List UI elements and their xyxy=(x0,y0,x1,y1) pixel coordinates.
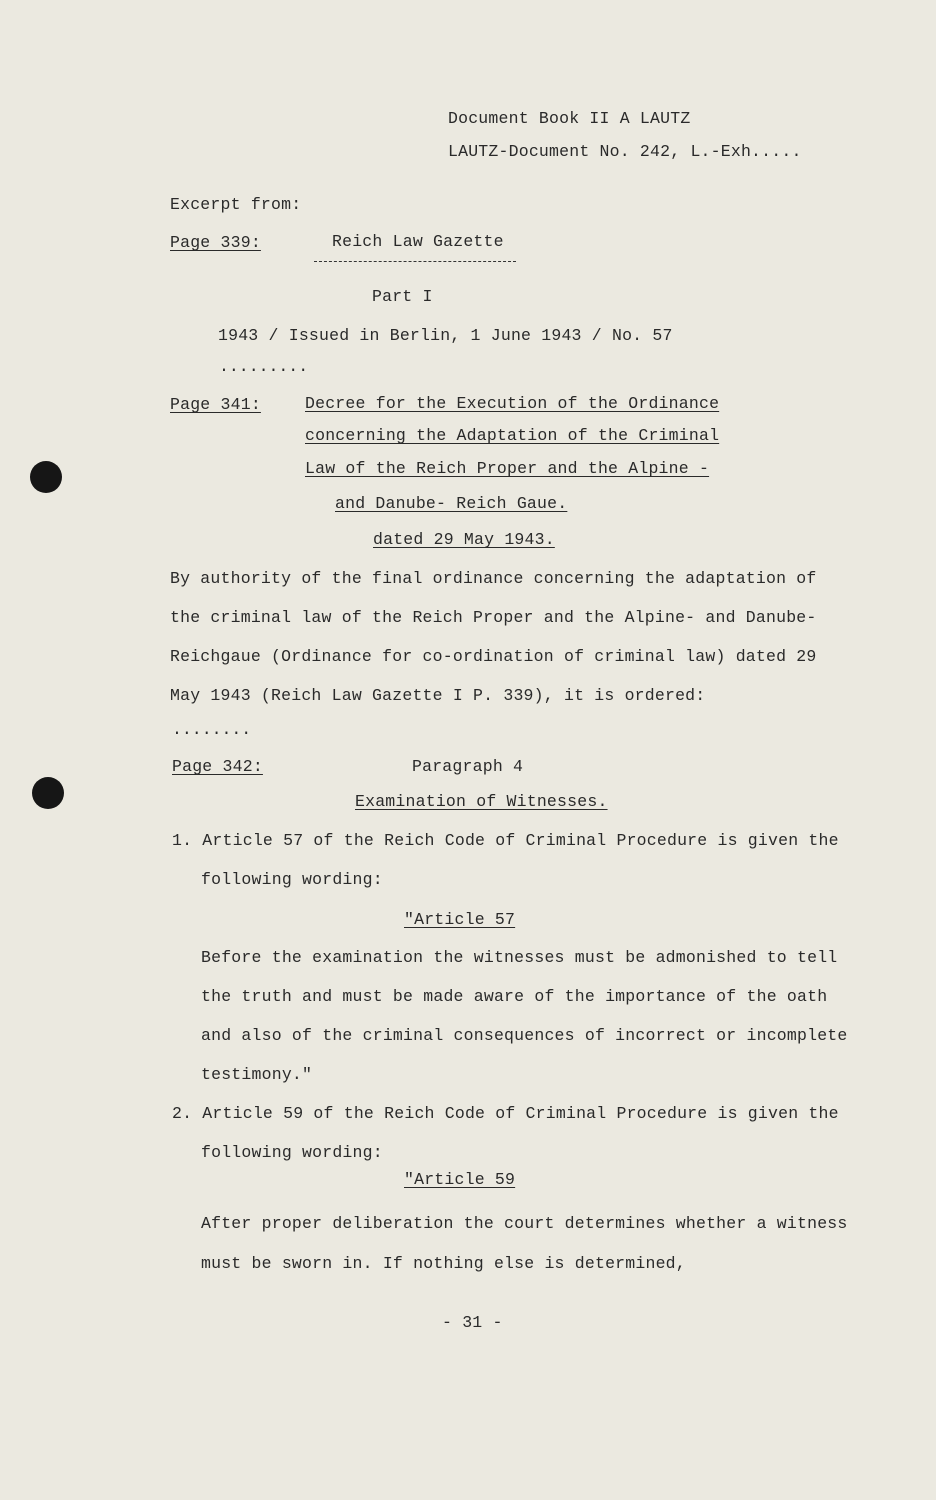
item-1-line: following wording: xyxy=(201,870,383,889)
paragraph-title: Examination of Witnesses. xyxy=(355,792,608,811)
item-2-line: 2. Article 59 of the Reich Code of Criminal Procedure is given the xyxy=(172,1104,839,1123)
intro-line: Reichgaue (Ordinance for co-ordination of criminal law) dated 29 xyxy=(170,647,817,666)
item-2-line: following wording: xyxy=(201,1143,383,1162)
page-339-ref: Page 339: xyxy=(170,233,261,252)
page-number: - 31 - xyxy=(442,1313,503,1332)
decree-date: dated 29 May 1943. xyxy=(373,530,555,549)
decree-title-line: concerning the Adaptation of the Criminal xyxy=(305,426,720,445)
intro-line: By authority of the final ordinance concerning the adaptation of xyxy=(170,569,817,588)
document-number: LAUTZ-Document No. 242, L.-Exh..... xyxy=(448,142,802,161)
article-59-title: "Article 59 xyxy=(404,1170,516,1189)
decree-title-line: Decree for the Execution of the Ordinance xyxy=(305,394,720,413)
article-57-line: Before the examination the witnesses must be admonished to tell xyxy=(201,948,838,967)
page-341-ref: Page 341: xyxy=(170,395,261,414)
article-59-line: After proper deliberation the court determines whether a witness xyxy=(201,1214,848,1233)
gazette-title: Reich Law Gazette xyxy=(332,232,504,251)
punch-hole xyxy=(32,777,64,809)
title-rule xyxy=(314,261,516,262)
issue-line: 1943 / Issued in Berlin, 1 June 1943 / No. 57 xyxy=(218,326,673,345)
ellipsis-dots: ........ xyxy=(172,720,252,739)
decree-title-line: Law of the Reich Proper and the Alpine - xyxy=(305,459,710,478)
excerpt-label: Excerpt from: xyxy=(170,195,302,214)
intro-line: May 1943 (Reich Law Gazette I P. 339), it is ordered: xyxy=(170,686,706,705)
document-book-label: Document Book II A LAUTZ xyxy=(448,109,691,128)
punch-hole xyxy=(30,461,62,493)
item-1-line: 1. Article 57 of the Reich Code of Criminal Procedure is given the xyxy=(172,831,839,850)
article-57-line: and also of the criminal consequences of incorrect or incomplete xyxy=(201,1026,848,1045)
article-57-title: "Article 57 xyxy=(404,910,516,929)
part-label: Part I xyxy=(372,287,433,306)
intro-line: the criminal law of the Reich Proper and the Alpine- and Danube- xyxy=(170,608,817,627)
article-59-line: must be sworn in. If nothing else is determined, xyxy=(201,1254,686,1273)
article-57-line: testimony." xyxy=(201,1065,313,1084)
ellipsis-dots: ......... xyxy=(219,357,309,376)
article-57-line: the truth and must be made aware of the importance of the oath xyxy=(201,987,828,1006)
page-342-ref: Page 342: xyxy=(172,757,263,776)
decree-title-line: and Danube- Reich Gaue. xyxy=(335,494,568,513)
paragraph-number: Paragraph 4 xyxy=(412,757,524,776)
